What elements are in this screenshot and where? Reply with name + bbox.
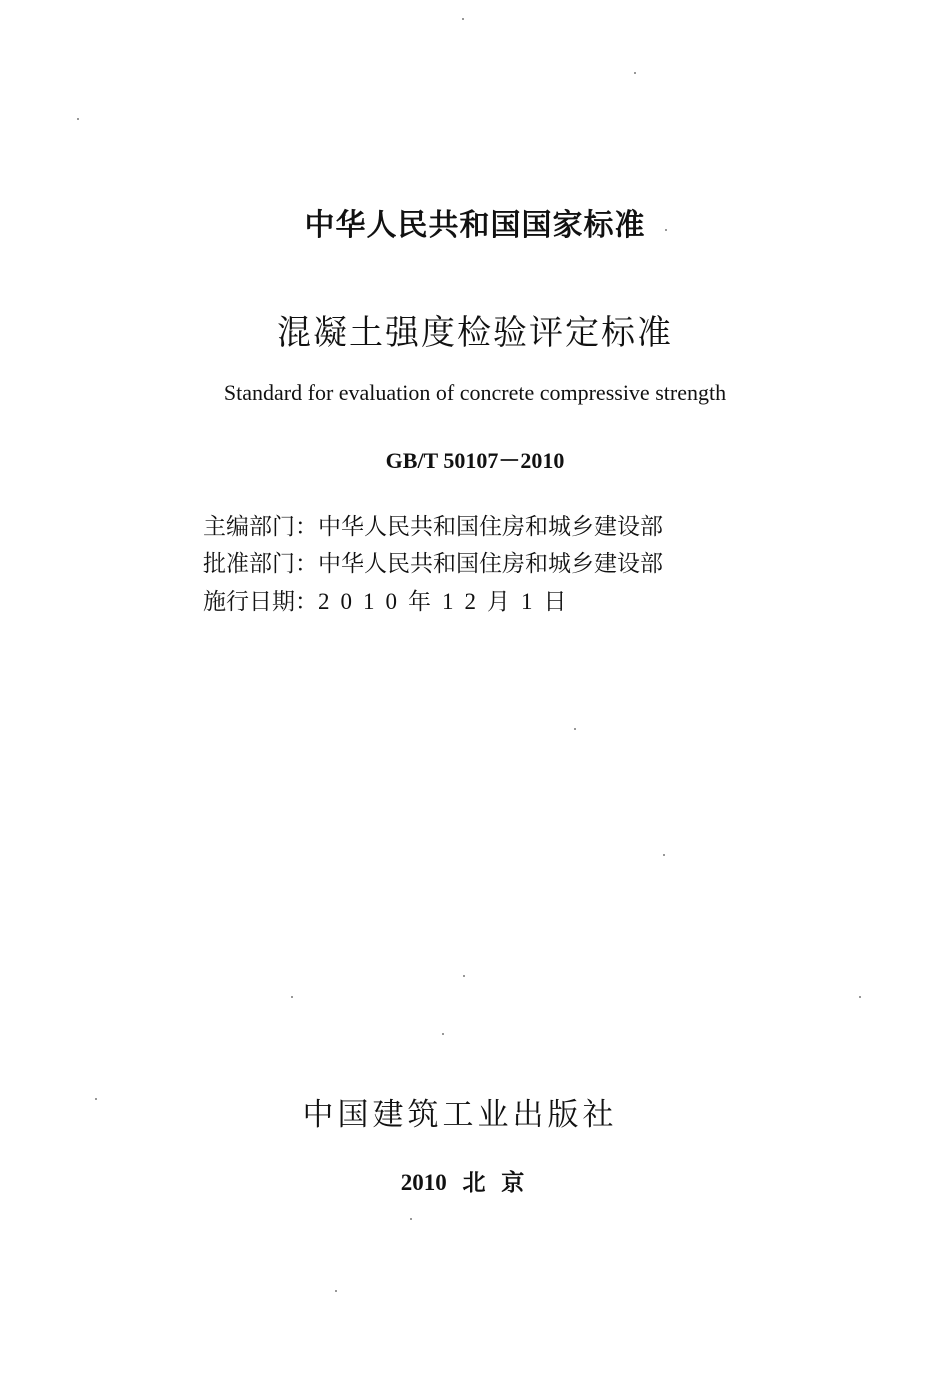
scan-speck — [442, 1033, 444, 1035]
standard-code: GB/T 50107－2010 — [385, 448, 565, 473]
effective-date-label: 施行日期： — [203, 589, 318, 615]
scan-speck — [410, 1218, 412, 1220]
approver-row — [203, 546, 663, 583]
scan-speck — [663, 854, 665, 856]
national-standard-heading: 中华人民共和国国家标准 — [304, 208, 646, 243]
scan-speck — [291, 996, 293, 998]
scan-speck — [335, 1290, 337, 1292]
imprint-year-place: 2010 北 京 — [400, 1170, 525, 1195]
effective-date-value: 2010年12月1日 — [318, 589, 578, 614]
publication-info — [203, 509, 663, 621]
approver-label: 批准部门： — [203, 551, 318, 577]
editor-row — [203, 509, 663, 546]
scan-speck — [574, 728, 576, 730]
editor-label: 主编部门： — [203, 514, 318, 540]
document-title-en: Standard for evaluation of concrete compressive strength — [223, 380, 727, 405]
approver-value: 中华人民共和国住房和城乡建设部 — [318, 551, 663, 577]
scan-speck — [77, 118, 79, 120]
editor-value: 中华人民共和国住房和城乡建设部 — [318, 514, 663, 540]
scan-speck — [634, 72, 636, 74]
effective-date-row — [203, 583, 663, 621]
scan-speck — [665, 229, 667, 231]
scan-speck — [859, 996, 861, 998]
scan-speck — [462, 18, 464, 20]
scan-speck — [463, 975, 465, 977]
scan-speck — [95, 1098, 97, 1100]
publisher-name: 中国建筑工业出版社 — [302, 1097, 618, 1133]
document-title-zh: 混凝土强度检验评定标准 — [277, 313, 673, 353]
